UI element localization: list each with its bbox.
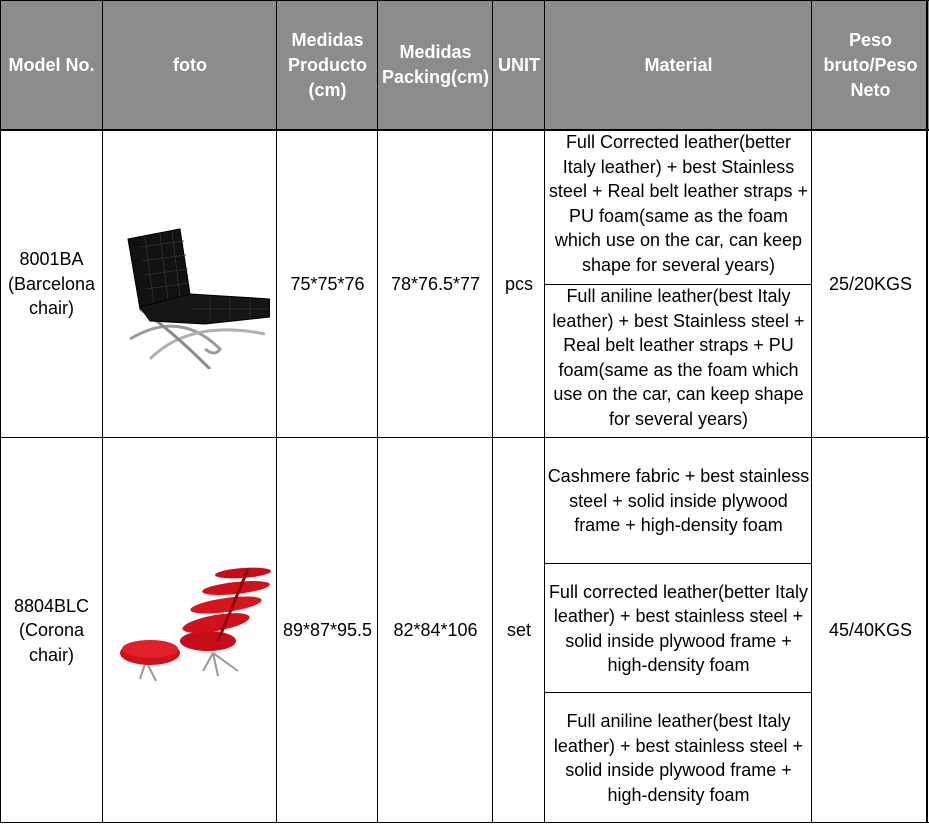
header-model: Model No. xyxy=(0,0,103,130)
grid-line xyxy=(545,284,812,285)
header-unit: UNIT xyxy=(493,0,545,130)
row2-model: 8804BLC (Corona chair) xyxy=(13,595,90,665)
row2-packing: 82*84*106 xyxy=(393,620,478,641)
row2-peso: 45/40KGS xyxy=(828,620,913,641)
grid-line xyxy=(276,0,277,823)
row1-material-1: Full Corrected leather(better Italy leather) + best Stainless steel + Real belt leather straps + PU foam(same as the foam which use on the car, can keep shape for several years) xyxy=(548,132,809,275)
row1-peso: 25/20KGS xyxy=(828,273,913,294)
row1-producto: 75*75*76 xyxy=(290,273,365,294)
row1-unit: pcs xyxy=(504,273,533,294)
header-material: Material xyxy=(545,0,812,130)
header-medidas-packing: Medidas Packing(cm) xyxy=(378,0,493,130)
grid-line xyxy=(544,0,545,823)
grid-line xyxy=(492,0,493,823)
grid-line xyxy=(0,822,929,823)
grid-line xyxy=(102,0,103,823)
header-foto: foto xyxy=(103,0,277,130)
barcelona-chair-photo xyxy=(110,199,270,369)
row2-unit: set xyxy=(506,620,531,641)
grid-line xyxy=(0,0,929,1)
grid-line xyxy=(0,0,1,823)
grid-line xyxy=(545,692,812,693)
row2-material-1: Cashmere fabric + best stainless steel + solid inside plywood frame + high-density foam xyxy=(547,466,810,536)
corona-chair-photo xyxy=(108,561,273,701)
header-peso: Peso bruto/Peso Neto xyxy=(812,0,929,130)
header-medidas-producto: Medidas Producto (cm) xyxy=(277,0,378,130)
row2-material-3: Full aniline leather(best Italy leather) + best stainless steel + solid inside plywood frame + high-density foam xyxy=(553,711,804,805)
row1-model: 8001BA (Barcelona chair) xyxy=(7,249,96,319)
row1-photo xyxy=(103,130,277,438)
grid-line xyxy=(811,0,812,823)
row2-producto: 89*87*95.5 xyxy=(282,620,373,641)
row1-packing: 78*76.5*77 xyxy=(390,273,481,294)
grid-line xyxy=(0,437,929,438)
grid-line xyxy=(926,0,928,823)
row2-material-2: Full corrected leather(better Italy leather) + best stainless steel + solid inside plywood frame + high-density foam xyxy=(548,581,809,675)
row1-material-2: Full aniline leather(best Italy leather) + best Stainless steel + Real belt leather straps + PU foam(same as the foam which use on the car, can keep shape for several years) xyxy=(552,286,805,429)
row2-photo xyxy=(103,438,277,823)
grid-line xyxy=(545,563,812,564)
grid-line xyxy=(377,0,378,823)
grid-line xyxy=(0,129,929,131)
